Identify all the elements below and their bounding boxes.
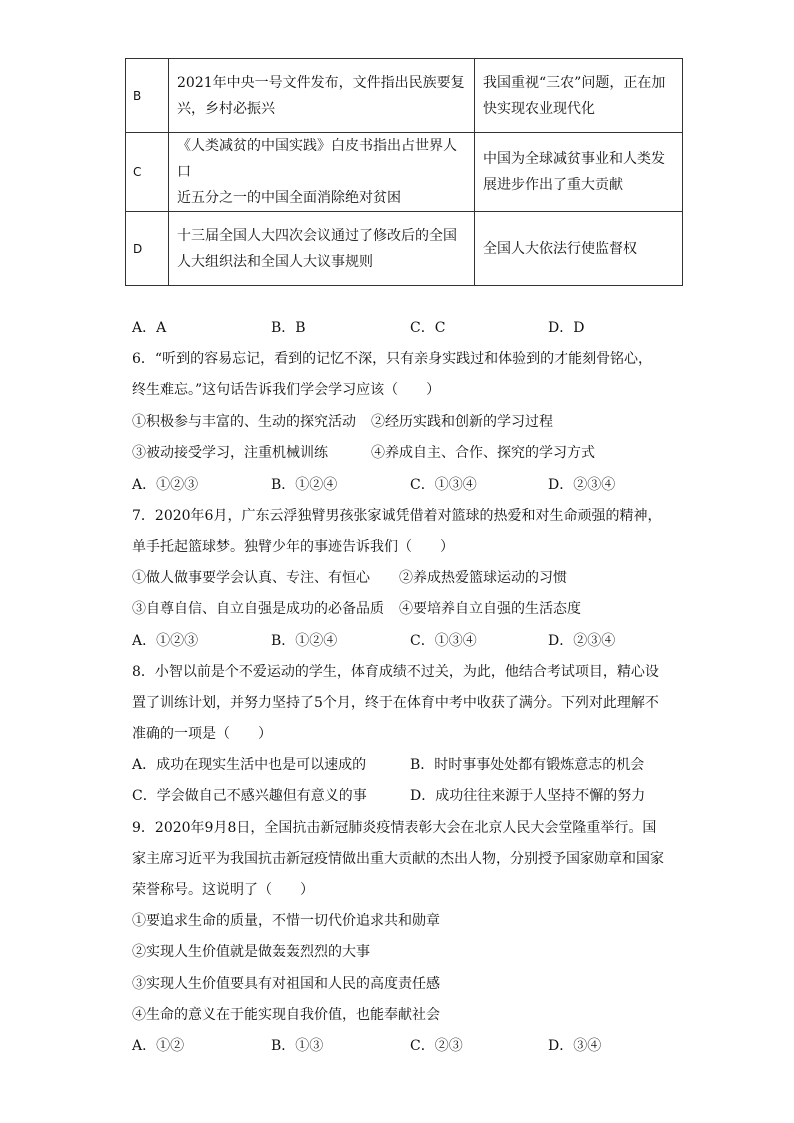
q7-statement-3: ③自尊自信、自立自强是成功的必备品质 bbox=[132, 601, 384, 617]
q9-option-d[interactable]: D．③④ bbox=[548, 1038, 602, 1054]
q6-option-b[interactable]: B．①②④ bbox=[271, 477, 338, 493]
row-letter: C bbox=[126, 133, 169, 212]
q9-stem: 9．2020年9月8日，全国抗击新冠肺炎疫情表彰大会在北京人民大会堂隆重举行。国 bbox=[132, 820, 657, 836]
q9-option-c[interactable]: C．②③ bbox=[410, 1038, 463, 1054]
q6-statement-4: ④养成自主、合作、探究的学习方式 bbox=[371, 445, 595, 461]
q9-stem: 家主席习近平为我国抗击新冠疫情做出重大贡献的杰出人物，分别授予国家勋章和国家 bbox=[132, 851, 664, 867]
q6-stem: 6．“听到的容易忘记，看到的记忆不深，只有亲身实践过和体验到的才能刻骨铭心， bbox=[132, 351, 653, 367]
q8-stem: 准确的一项是（ ） bbox=[132, 726, 272, 742]
q6-statement-3: ③被动接受学习，注重机械训练 bbox=[132, 445, 328, 461]
q7-option-a[interactable]: A．①②③ bbox=[132, 633, 199, 649]
event-line: 2021年中央一号文件发布，文件指出民族要复 bbox=[177, 74, 465, 91]
q9-statement-4: ④生命的意义在于能实现自我价值，也能奉献社会 bbox=[132, 1007, 440, 1023]
q7-statement-1: ①做人做事要学会认真、专注、有恒心 bbox=[132, 570, 370, 586]
event-cell bbox=[169, 212, 475, 286]
q5-option-c[interactable]: C．C bbox=[410, 320, 446, 336]
q7-statement-4: ④要培养自立自强的生活态度 bbox=[399, 601, 581, 617]
conclusion-line: 展进步作出了重大贡献 bbox=[483, 177, 623, 193]
event-line: 人大组织法和全国人大议事规则 bbox=[177, 253, 373, 270]
q9-statement-2: ②实现人生价值就是做轰轰烈烈的大事 bbox=[132, 944, 370, 960]
event-line: 《人类减贫的中国实践》白皮书指出占世界人口 bbox=[177, 138, 457, 180]
q7-stem: 单手托起篮球梦。独臂少年的事迹告诉我们（ ） bbox=[132, 539, 454, 555]
conclusion-cell bbox=[475, 133, 683, 212]
row-letter: B bbox=[126, 59, 169, 133]
q6-option-c[interactable]: C．①③④ bbox=[410, 477, 477, 493]
options-table bbox=[125, 58, 683, 286]
conclusion-cell bbox=[475, 59, 683, 133]
q8-stem: 置了训练计划，并努力坚持了5个月，终于在体育中考中收获了满分。下列对此理解不 bbox=[132, 695, 659, 711]
conclusion-line: 全国人大依法行使监督权 bbox=[483, 240, 637, 257]
q8-option-b[interactable]: B．时时事事处处都有锻炼意志的机会 bbox=[410, 757, 645, 773]
table-row bbox=[126, 212, 683, 286]
conclusion-line: 我国重视“三农”问题，正在加 bbox=[483, 74, 666, 91]
q7-stem: 7．2020年6月，广东云浮独臂男孩张家诚凭借着对篮球的热爱和对生命顽强的精神， bbox=[132, 508, 662, 524]
q9-statement-1: ①要追求生命的质量，不惜一切代价追求共和勋章 bbox=[132, 913, 440, 929]
q8-option-a[interactable]: A．成功在现实生活中也是可以速成的 bbox=[132, 757, 367, 773]
q5-option-d[interactable]: D．D bbox=[548, 320, 585, 336]
q6-option-a[interactable]: A．①②③ bbox=[132, 477, 199, 493]
q8-stem: 8．小智以前是个不爱运动的学生，体育成绩不过关，为此，他结合考试项目，精心设 bbox=[132, 664, 659, 680]
q9-option-a[interactable]: A．①② bbox=[132, 1038, 185, 1054]
q9-option-b[interactable]: B．①③ bbox=[271, 1038, 324, 1054]
q6-statement-1: ①积极参与丰富的、生动的探究活动 bbox=[132, 414, 356, 430]
event-cell bbox=[169, 133, 475, 212]
q6-option-d[interactable]: D．②③④ bbox=[548, 477, 616, 493]
q9-statement-3: ③实现人生价值要具有对祖国和人民的高度责任感 bbox=[132, 976, 440, 992]
event-cell bbox=[169, 59, 475, 133]
event-line: 十三届全国人大四次会议通过了修改后的全国 bbox=[177, 227, 457, 244]
table-row bbox=[126, 133, 683, 212]
row-letter: D bbox=[126, 212, 169, 286]
q7-option-b[interactable]: B．①②④ bbox=[271, 633, 338, 649]
q8-option-c[interactable]: C．学会做自己不感兴趣但有意义的事 bbox=[132, 788, 367, 804]
conclusion-cell bbox=[475, 212, 683, 286]
q9-stem: 荣誉称号。这说明了（ ） bbox=[132, 882, 314, 898]
q7-statement-2: ②养成热爱篮球运动的习惯 bbox=[399, 570, 567, 586]
event-line: 近五分之一的中国全面消除绝对贫困 bbox=[177, 190, 401, 206]
table-row bbox=[126, 59, 683, 133]
conclusion-line: 快实现农业现代化 bbox=[483, 100, 595, 117]
q8-option-d[interactable]: D．成功往往来源于人坚持不懈的努力 bbox=[410, 788, 646, 804]
q6-stem: 终生难忘。”这句话告诉我们学会学习应该（ ） bbox=[132, 382, 441, 398]
q7-option-d[interactable]: D．②③④ bbox=[548, 633, 616, 649]
q6-statement-2: ②经历实践和创新的学习过程 bbox=[371, 414, 553, 430]
q7-option-c[interactable]: C．①③④ bbox=[410, 633, 477, 649]
conclusion-line: 中国为全球减贫事业和人类发 bbox=[483, 151, 665, 167]
event-line: 兴，乡村必振兴 bbox=[177, 100, 275, 117]
q5-option-b[interactable]: B．B bbox=[271, 320, 306, 336]
q5-option-a[interactable]: A．A bbox=[132, 320, 167, 336]
